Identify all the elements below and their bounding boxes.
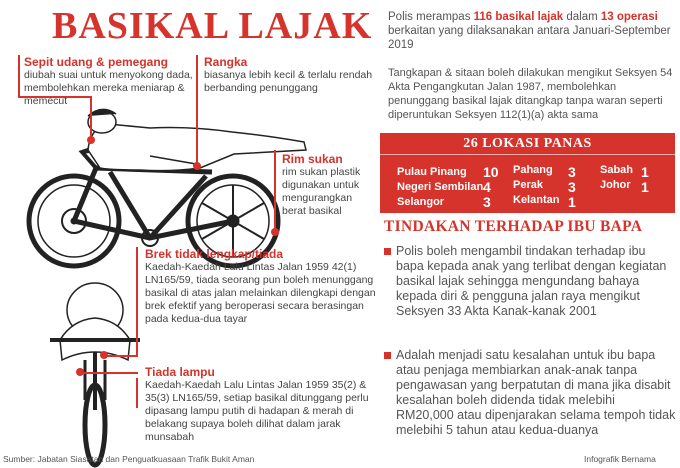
lokasi-name: Johor xyxy=(600,179,631,191)
intro-paragraph-2: Tangkapan & sitaan boleh dilakukan mengikut Seksyen 54 Akta Pengangkutan Jalan 1987, membolehkan penunggang basikal lajak ditangkap tanpa waran seperti diperuntukan Seksyen 112(1)(a) akta sama xyxy=(388,67,673,121)
part-lampu-desc: Kaedah-Kaedah Lalu Lintas Jalan 1959 35(2) & 35(3) LN165/59, setiap basikal ditunggang perlu dipasang lampu putih di hadapan & merah di belakang supaya boleh dilihat dalam jarak munsabah xyxy=(145,379,369,443)
lokasi-count: 1 xyxy=(568,194,576,210)
lokasi-name: Pulau Pinang xyxy=(397,166,467,178)
part-lampu xyxy=(145,365,377,444)
intro-text-e: berkaitan yang dilaksanakan antara Januari-September 2019 xyxy=(388,25,671,51)
part-lampu-label: Tiada lampu xyxy=(145,365,215,379)
part-rangka-desc: biasanya lebih kecil & terlalu rendah berbanding penunggang xyxy=(204,69,373,94)
lokasi-title: 26 LOKASI PANAS xyxy=(380,133,675,155)
source-credit: Sumber: Jabatan Siasatan dan Penguatkuasaan Trafik Bukit Aman xyxy=(3,454,255,464)
bicycle-front-illustration xyxy=(50,283,140,465)
part-sepit-label: Sepit udang & pemegang xyxy=(24,55,169,69)
lokasi-name: Kelantan xyxy=(513,194,560,206)
part-rangka xyxy=(204,55,374,95)
lokasi-count: 4 xyxy=(483,179,491,195)
part-brek xyxy=(145,247,377,326)
tindakan-bullet-2: Adalah menjadi satu kesalahan untuk ibu bapa atau penjaga membiarkan anak-anak tanpa pengawasan yang berpatutan di mana jika disabit kesalahan boleh didenda tidak melebihi RM20,000 atau dipenjarakan selama tempoh tidak melebihi 5 tahun atau kedua-duanya xyxy=(384,348,676,438)
lokasi-count: 10 xyxy=(483,164,499,180)
part-rim-label: Rim sukan xyxy=(282,152,343,166)
lokasi-name: Negeri Sembilan xyxy=(397,181,484,193)
tindakan-bullet-1: Polis boleh mengambil tindakan terhadap ibu bapa kepada anak yang terlibat dengan kegiatan basikal lajak sehingga mengundang bahaya kepada diri & pengguna jalan raya mengikut Seksyen 33 Akta Kanak-kanak 2001 xyxy=(384,244,676,319)
lokasi-count: 1 xyxy=(641,164,649,180)
part-brek-desc: Kaedah-Kaedah Lalu Lintas Jalan 1959 42(1) LN165/59, tiada seorang pun boleh menunggang basikal di atas jalan melainkan dilengkapi dengan brek efektif yang beroperasi secara berasingan pada kedua-dua tayar xyxy=(145,261,376,325)
page-title: BASIKAL LAJAK xyxy=(52,5,373,47)
intro-text-c: dalam xyxy=(563,11,601,23)
lokasi-count: 1 xyxy=(641,179,649,195)
intro-highlight-ops: 13 operasi xyxy=(600,11,658,23)
infographic-credit: Infografik Bernama xyxy=(584,454,656,464)
lokasi-name: Perak xyxy=(513,179,543,191)
tindakan-title: TINDAKAN TERHADAP IBU BAPA xyxy=(384,218,643,235)
part-sepit xyxy=(24,55,194,108)
part-rim-desc: rim sukan plastik digunakan untuk mengurangkan berat basikal xyxy=(282,166,361,217)
part-sepit-desc: diubah suai untuk menyokong dada, membolehkan mereka meniarap & memecut xyxy=(24,69,193,107)
intro-highlight-bikes: 116 basikal lajak xyxy=(473,11,564,23)
intro-text-a: Polis merampas xyxy=(388,11,474,23)
lokasi-name: Sabah xyxy=(600,164,634,176)
part-brek-label: Brek tidak lengkap/tiada xyxy=(145,247,284,261)
lokasi-name: Pahang xyxy=(513,164,553,176)
lokasi-count: 3 xyxy=(483,194,491,210)
lokasi-name: Selangor xyxy=(397,196,445,208)
part-rim xyxy=(282,152,378,218)
lokasi-count: 3 xyxy=(568,164,576,180)
lokasi-count: 3 xyxy=(568,179,576,195)
intro-paragraph-1 xyxy=(388,10,673,52)
part-rangka-label: Rangka xyxy=(204,55,248,69)
